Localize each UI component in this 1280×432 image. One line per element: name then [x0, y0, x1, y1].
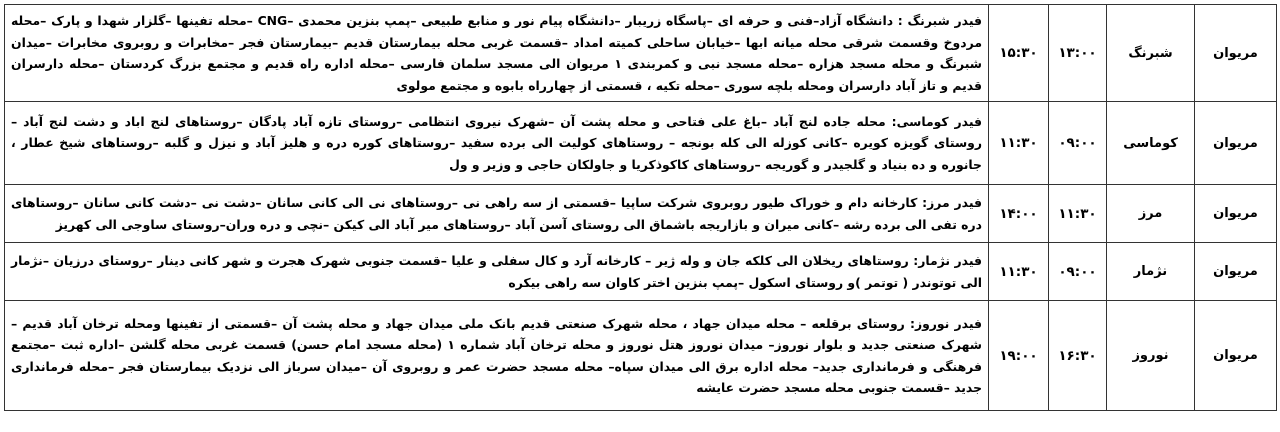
feeder-cell: شبرنگ [1107, 5, 1195, 102]
start-time-cell: ۱۶:۳۰ [1049, 301, 1107, 411]
affected-areas-cell: فیدر نوروز: روستای برقلعه – محله میدان جهاد ، محله شهرک صنعتی قدیم بانک ملی میدان جهاد و محله پشت آن –قسمتی از تفینها ومحله ترخان آباد قدیم –شهرک صنعتی جدید و بلوار نوروز– میدان نوروز هتل نوروز و محله ترخان آباد شماره ۱ (محله مسجد امام حسن) قسمت غربی محله گلشن –اداره ثبت –مجتمع فرهنگی و فرمانداری جدید– محله اداره برق الی میدان سپاه– محله مسجد حضرت عمر و روبروی آن –میدان سرباز الی نزدیک بیمارستان فجر –محله فرمانداری جدید –قسمت جنوبی محله مسجد حضرت عایشه [5, 301, 989, 411]
city-cell: مریوان [1195, 243, 1277, 301]
feeder-cell: نوروز [1107, 301, 1195, 411]
table-row [5, 243, 1277, 301]
end-time-cell: ۱۵:۳۰ [989, 5, 1049, 102]
city-cell: مریوان [1195, 102, 1277, 185]
start-time-cell: ۰۹:۰۰ [1049, 102, 1107, 185]
feeder-cell: نژمار [1107, 243, 1195, 301]
start-time-cell: ۱۳:۰۰ [1049, 5, 1107, 102]
affected-areas-cell: فیدر نژمار: روستاهای ریخلان الی کلکه جان و وله ژیر – کارخانه آرد و کال سفلی و علیا –قسمت جنوبی شهرک هجرت و شهر کانی دینار –روستای درزیان –نژمار الی توتوندر ( توتمر )و روستای اسکول –پمپ بنزین اختر کاوان سه راهی بیکره [5, 243, 989, 301]
outage-schedule-table [4, 4, 1277, 411]
end-time-cell: ۱۴:۰۰ [989, 185, 1049, 243]
feeder-cell: مرز [1107, 185, 1195, 243]
table-row [5, 102, 1277, 185]
city-cell: مریوان [1195, 301, 1277, 411]
table-row [5, 301, 1277, 411]
city-cell: مریوان [1195, 185, 1277, 243]
affected-areas-cell: فیدر مرز: کارخانه دام و خوراک طیور روبروی شرکت ساپیا –قسمتی از سه راهی نی –روستاهای نی الی کانی سانان –دشت نی –دشت کانی سانان –روستاهای دره تفی الی برده رشه –کانی میران و بازاریجه باشماق الی روستای آسن آباد –روستاهای میر آباد الی کیکن –نچی و دره وران–روستای ساوجی الی کهریز [5, 185, 989, 243]
affected-areas-cell: فیدر شبرنگ : دانشگاه آزاد–فنی و حرفه ای –پاسگاه زریبار –دانشگاه پیام نور و منابع طبیعی –پمپ بنزین محمدی –CNG –محله تفینها –گلزار شهدا و پارک –محله مردوخ وقسمت شرقی محله میانه ابها –خیابان ساحلی کمیته امداد –قسمت غربی محله بیمارستان قدیم –بیمارستان فجر –مخابرات و روبروی مخابرات –میدان شبرنگ و محله مسجد هزاره –محله مسجد نبی و کمربندی ۱ مریوان الی مسجد سلمان فارسی –محله اداره راه قدیم و مجتمع بزرگ کردستان –محله دارسران قدیم و تاز آباد دارسران ومحله بلچه سوری –محله تکیه ، قسمتی از چهارراه بابوه و مجتمع مولوی [5, 5, 989, 102]
affected-areas-cell: فیدر کوماسی: محله جاده لنج آباد –باغ علی فتاحی و محله پشت آن –شهرک نیروی انتظامی –روستای تازه آباد پادگان –روستاهای لنج اباد و دشت لنج آباد –روستای گویزه کویره –کانی کوزله الی کله بونجه – روستاهای کولیت الی برده سفید –روستاهای کوره دره و هلیز آباد و نیزل و گلبه –روستاهای شیخ عطار ، جانوره و ده بنیاد و گلجیدر و گوریجه –روستاهای کاکوذکریا و جاولکان حاجی و وزیر و ول [5, 102, 989, 185]
end-time-cell: ۱۱:۳۰ [989, 102, 1049, 185]
start-time-cell: ۱۱:۳۰ [1049, 185, 1107, 243]
end-time-cell: ۱۹:۰۰ [989, 301, 1049, 411]
feeder-cell: کوماسی [1107, 102, 1195, 185]
table-row [5, 5, 1277, 102]
table-row [5, 185, 1277, 243]
start-time-cell: ۰۹:۰۰ [1049, 243, 1107, 301]
end-time-cell: ۱۱:۳۰ [989, 243, 1049, 301]
city-cell: مریوان [1195, 5, 1277, 102]
